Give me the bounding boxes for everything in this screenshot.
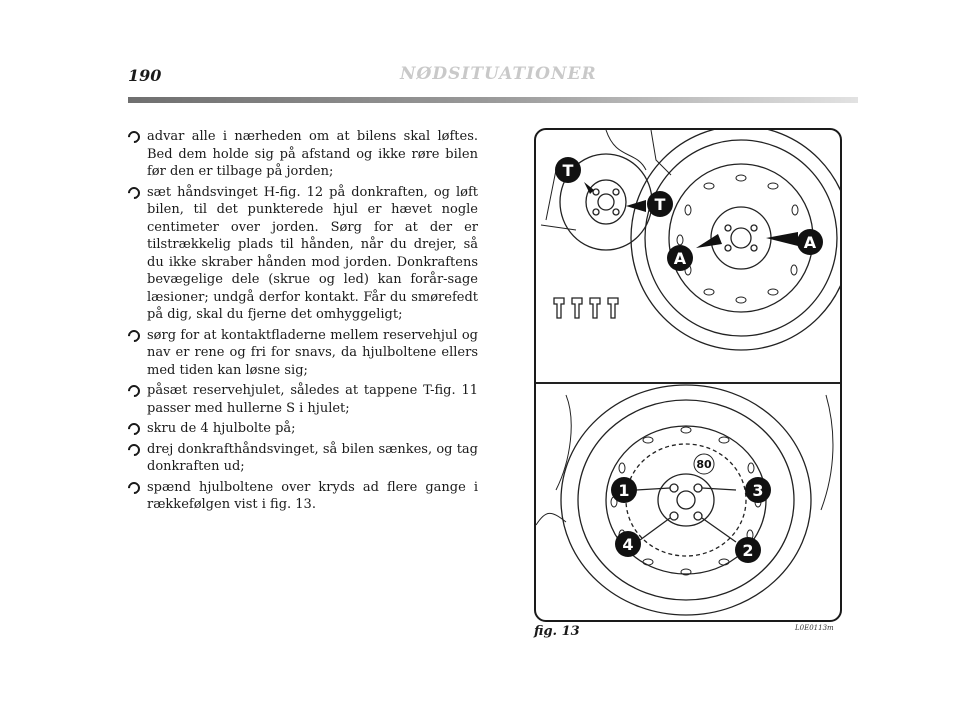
- bottom-panel: [536, 385, 833, 615]
- callout-4: [615, 531, 641, 557]
- speed-marking: [694, 454, 714, 474]
- bullet-icon: [126, 129, 143, 146]
- list-item: [128, 382, 478, 417]
- list-item: [128, 327, 478, 380]
- bullet-icon: [126, 421, 143, 438]
- instruction-text: spænd hjulboltene over kryds ad flere gange i rækkefølgen vist i fig. 13.: [147, 479, 478, 512]
- svg-text:A: A: [803, 233, 817, 252]
- instruction-list: [128, 128, 478, 517]
- callout-A-1: [667, 245, 693, 271]
- wheel-bolts-icon: [554, 298, 618, 318]
- mounted-wheel-icon: [561, 385, 811, 615]
- list-item: [128, 441, 478, 476]
- callout-2: [735, 537, 761, 563]
- section-title: NØDSITUATIONER: [400, 64, 597, 84]
- page-number: 190: [128, 66, 162, 85]
- svg-text:T: T: [654, 195, 666, 214]
- bullet-icon: [126, 327, 143, 344]
- instruction-text: skru de 4 hjulbolte på;: [147, 421, 296, 436]
- callout-T-1: [555, 157, 581, 183]
- figure-code: L0E0113m: [795, 624, 834, 632]
- svg-text:1: 1: [618, 481, 630, 500]
- list-item: [128, 479, 478, 514]
- list-item: [128, 128, 478, 181]
- list-item: [128, 420, 478, 438]
- instruction-text: sørg for at kontaktfladerne mellem reservehjul og nav er rene og fri for snavs, da hjulboltene ellers med tiden kan løsne sig;: [147, 327, 478, 378]
- bullet-icon: [126, 479, 143, 496]
- instruction-text: drej donkrafthåndsvinget, så bilen sænkes, og tag donkraften ud;: [147, 441, 478, 474]
- callout-A-2: [797, 229, 823, 255]
- svg-text:4: 4: [622, 535, 634, 554]
- header-rule: [128, 97, 858, 103]
- bullet-icon: [126, 441, 143, 458]
- instruction-text: påsæt reservehjulet, således at tappene T-fig. 11 passer med hullerne S i hjulet;: [147, 383, 478, 416]
- callout-1: [611, 477, 637, 503]
- list-item: [128, 184, 478, 324]
- bullet-icon: [126, 184, 143, 201]
- svg-text:3: 3: [752, 481, 764, 500]
- callout-3: [745, 477, 771, 503]
- figure-illustration: [534, 128, 842, 622]
- figure-caption: fig. 13: [534, 624, 580, 639]
- svg-text:T: T: [562, 161, 574, 180]
- instruction-text: sæt håndsvinget H-fig. 12 på donkraften, og løft bilen, til det punkterede hjul er hævet nogle centimeter over jorden. Sørg for at der er tilstrækkelig plads til hånden, når du drejer, så du ikke skraber hånden mod jorden. Donkraftens bevægelige dele (skrue og led) kan forår-sage læsioner; undgå derfor kontakt. Får du smørefedt på dig, skal du fjerne det omhyggeligt;: [147, 184, 478, 322]
- svg-text:2: 2: [742, 541, 754, 560]
- svg-text:80: 80: [696, 458, 712, 471]
- instruction-text: advar alle i nærheden om at bilens skal løftes. Bed dem holde sig på afstand og ikke røre bilen før den er tilbage på jorden;: [147, 129, 478, 179]
- bullet-icon: [126, 383, 143, 400]
- callout-T-2: [647, 191, 673, 217]
- svg-text:A: A: [673, 249, 687, 268]
